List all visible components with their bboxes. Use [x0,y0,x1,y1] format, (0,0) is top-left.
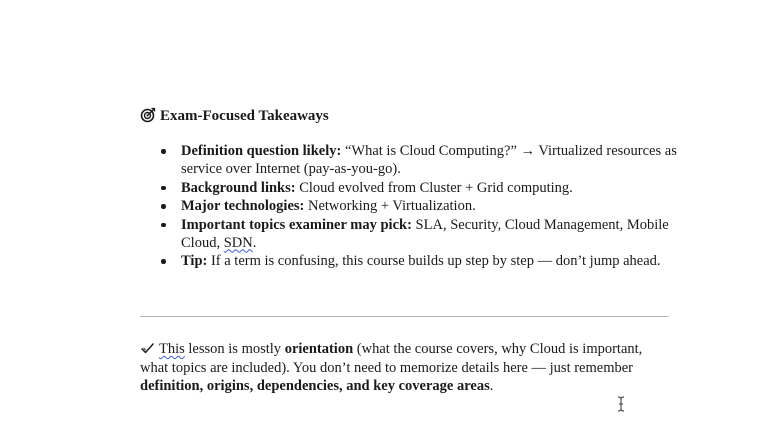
takeaway-label: Major technologies: [181,198,305,214]
takeaway-label: Background links: [181,179,296,196]
takeaway-text: If a term is confusing, this course builds up step by step — don’t jump ahead. [207,253,661,269]
takeaway-label: Tip: [181,253,208,269]
spellcheck-word: SDN [223,234,253,251]
summary-bold: definition, origins, dependencies, and key coverage areas [140,378,490,394]
takeaways-list [140,142,711,271]
list-item [181,252,711,270]
list-item [181,216,711,252]
takeaway-text: SLA, Security, Cloud Management, Mobile Cloud, [181,216,669,251]
takeaway-text-end: . [252,234,257,251]
summary-text-end: . [489,378,494,394]
summary-paragraph [140,340,670,396]
section-heading-text: Exam-Focused Takeaways [160,108,329,124]
section-heading [140,106,329,126]
spellcheck-word: This [159,341,185,357]
horizontal-rule [140,316,669,317]
takeaway-text: “What is Cloud Computing?” → Virtualized resources as service over Internet (pay-as-you-go). [181,143,677,177]
summary-text: lesson is mostly [184,341,285,357]
takeaway-label: Definition question likely: [181,143,342,159]
takeaway-text: Cloud evolved from Cluster + Grid computing. [295,179,573,196]
text-cursor-icon [616,396,626,412]
summary-bold: orientation [284,341,354,357]
takeaway-text: Networking + Virtualization. [304,198,476,214]
checkmark-icon [140,342,155,354]
list-item [181,142,711,178]
target-icon [140,107,156,123]
list-item [181,179,711,197]
takeaway-label: Important topics examiner may pick: [181,216,412,233]
list-item [181,197,711,215]
summary-text: (what the course covers, why Cloud is important, what topics are included). You don’t need to memorize details here — just remember [140,341,643,376]
